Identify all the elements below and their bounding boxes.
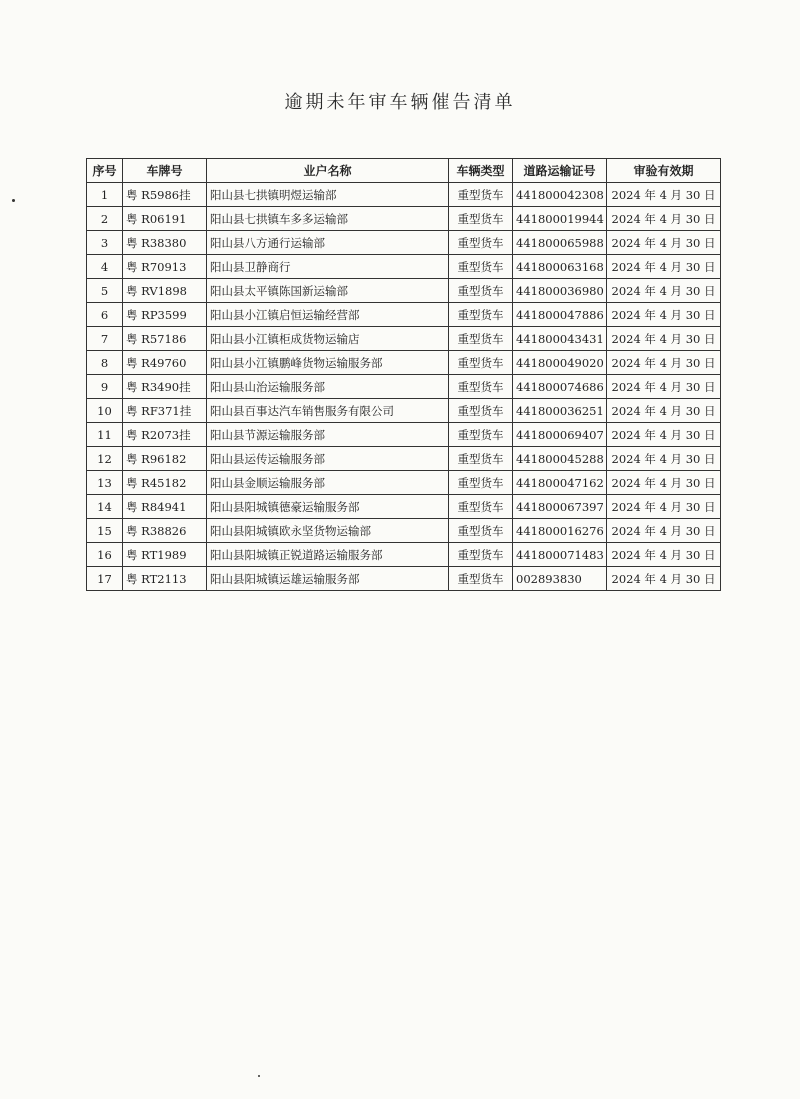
header-vehicle-type: 车辆类型 <box>449 159 513 183</box>
cell-index: 15 <box>87 519 123 543</box>
table-row <box>87 327 721 351</box>
cell-plate: 粤 R3490挂 <box>123 375 207 399</box>
cell-permit-number: 441800047886 <box>513 303 607 327</box>
cell-plate: 粤 R06191 <box>123 207 207 231</box>
cell-expiry: 2024 年 4 月 30 日 <box>607 375 721 399</box>
overdue-vehicle-table <box>86 158 721 591</box>
table-row <box>87 567 721 591</box>
cell-permit-number: 441800049020 <box>513 351 607 375</box>
cell-plate: 粤 RT1989 <box>123 543 207 567</box>
cell-owner: 阳山县节源运输服务部 <box>207 423 449 447</box>
cell-index: 4 <box>87 255 123 279</box>
cell-plate: 粤 RP3599 <box>123 303 207 327</box>
cell-permit-number: 441800074686 <box>513 375 607 399</box>
cell-index: 12 <box>87 447 123 471</box>
cell-index: 16 <box>87 543 123 567</box>
table-row <box>87 231 721 255</box>
cell-permit-number: 441800071483 <box>513 543 607 567</box>
header-plate: 车牌号 <box>123 159 207 183</box>
cell-index: 5 <box>87 279 123 303</box>
table-row <box>87 447 721 471</box>
cell-permit-number: 441800036251 <box>513 399 607 423</box>
cell-plate: 粤 R96182 <box>123 447 207 471</box>
cell-vehicle-type: 重型货车 <box>449 471 513 495</box>
cell-plate: 粤 R45182 <box>123 471 207 495</box>
cell-owner: 阳山县七拱镇车多多运输部 <box>207 207 449 231</box>
header-expiry: 审验有效期 <box>607 159 721 183</box>
cell-vehicle-type: 重型货车 <box>449 303 513 327</box>
cell-owner: 阳山县小江镇启恒运输经营部 <box>207 303 449 327</box>
cell-expiry: 2024 年 4 月 30 日 <box>607 471 721 495</box>
table-row <box>87 303 721 327</box>
cell-index: 6 <box>87 303 123 327</box>
cell-permit-number: 441800065988 <box>513 231 607 255</box>
cell-owner: 阳山县运传运输服务部 <box>207 447 449 471</box>
cell-owner: 阳山县百事达汽车销售服务有限公司 <box>207 399 449 423</box>
cell-expiry: 2024 年 4 月 30 日 <box>607 303 721 327</box>
cell-index: 1 <box>87 183 123 207</box>
cell-owner: 阳山县阳城镇德豪运输服务部 <box>207 495 449 519</box>
scan-speck <box>258 1075 260 1077</box>
table-row <box>87 183 721 207</box>
cell-vehicle-type: 重型货车 <box>449 375 513 399</box>
cell-expiry: 2024 年 4 月 30 日 <box>607 279 721 303</box>
cell-expiry: 2024 年 4 月 30 日 <box>607 495 721 519</box>
cell-vehicle-type: 重型货车 <box>449 255 513 279</box>
cell-permit-number: 441800042308 <box>513 183 607 207</box>
scan-speck <box>12 199 15 202</box>
table-row <box>87 543 721 567</box>
cell-permit-number: 441800047162 <box>513 471 607 495</box>
cell-vehicle-type: 重型货车 <box>449 423 513 447</box>
cell-index: 7 <box>87 327 123 351</box>
cell-plate: 粤 R2073挂 <box>123 423 207 447</box>
cell-expiry: 2024 年 4 月 30 日 <box>607 543 721 567</box>
cell-expiry: 2024 年 4 月 30 日 <box>607 231 721 255</box>
table-row <box>87 495 721 519</box>
cell-permit-number: 002893830 <box>513 567 607 591</box>
cell-owner: 阳山县阳城镇欧永坚货物运输部 <box>207 519 449 543</box>
cell-permit-number: 441800016276 <box>513 519 607 543</box>
cell-vehicle-type: 重型货车 <box>449 351 513 375</box>
cell-index: 10 <box>87 399 123 423</box>
cell-expiry: 2024 年 4 月 30 日 <box>607 447 721 471</box>
cell-expiry: 2024 年 4 月 30 日 <box>607 567 721 591</box>
table-row <box>87 351 721 375</box>
cell-expiry: 2024 年 4 月 30 日 <box>607 423 721 447</box>
cell-expiry: 2024 年 4 月 30 日 <box>607 207 721 231</box>
table-row <box>87 423 721 447</box>
cell-expiry: 2024 年 4 月 30 日 <box>607 519 721 543</box>
cell-expiry: 2024 年 4 月 30 日 <box>607 399 721 423</box>
cell-plate: 粤 R49760 <box>123 351 207 375</box>
table-row <box>87 375 721 399</box>
cell-vehicle-type: 重型货车 <box>449 567 513 591</box>
page-title: 逾期未年审车辆催告清单 <box>284 92 516 113</box>
cell-vehicle-type: 重型货车 <box>449 231 513 255</box>
cell-index: 14 <box>87 495 123 519</box>
cell-expiry: 2024 年 4 月 30 日 <box>607 351 721 375</box>
cell-vehicle-type: 重型货车 <box>449 543 513 567</box>
table-row <box>87 399 721 423</box>
cell-index: 8 <box>87 351 123 375</box>
cell-index: 3 <box>87 231 123 255</box>
cell-vehicle-type: 重型货车 <box>449 495 513 519</box>
cell-permit-number: 441800063168 <box>513 255 607 279</box>
cell-index: 2 <box>87 207 123 231</box>
cell-plate: 粤 R57186 <box>123 327 207 351</box>
table-row <box>87 255 721 279</box>
cell-vehicle-type: 重型货车 <box>449 207 513 231</box>
cell-owner: 阳山县小江镇柜成货物运输店 <box>207 327 449 351</box>
cell-owner: 阳山县金顺运输服务部 <box>207 471 449 495</box>
cell-vehicle-type: 重型货车 <box>449 519 513 543</box>
cell-vehicle-type: 重型货车 <box>449 447 513 471</box>
cell-permit-number: 441800036980 <box>513 279 607 303</box>
table-row <box>87 471 721 495</box>
header-index: 序号 <box>87 159 123 183</box>
cell-permit-number: 441800069407 <box>513 423 607 447</box>
cell-owner: 阳山县阳城镇正锐道路运输服务部 <box>207 543 449 567</box>
cell-plate: 粤 R70913 <box>123 255 207 279</box>
cell-permit-number: 441800019944 <box>513 207 607 231</box>
cell-vehicle-type: 重型货车 <box>449 399 513 423</box>
header-owner: 业户名称 <box>207 159 449 183</box>
cell-plate: 粤 RT2113 <box>123 567 207 591</box>
cell-owner: 阳山县八方通行运输部 <box>207 231 449 255</box>
cell-owner: 阳山县卫静商行 <box>207 255 449 279</box>
cell-index: 11 <box>87 423 123 447</box>
cell-index: 9 <box>87 375 123 399</box>
cell-plate: 粤 RF371挂 <box>123 399 207 423</box>
cell-owner: 阳山县阳城镇运雄运输服务部 <box>207 567 449 591</box>
cell-expiry: 2024 年 4 月 30 日 <box>607 255 721 279</box>
cell-expiry: 2024 年 4 月 30 日 <box>607 327 721 351</box>
header-permit-number: 道路运输证号 <box>513 159 607 183</box>
cell-index: 17 <box>87 567 123 591</box>
cell-plate: 粤 R84941 <box>123 495 207 519</box>
table-row <box>87 207 721 231</box>
table-body <box>87 183 721 591</box>
cell-vehicle-type: 重型货车 <box>449 327 513 351</box>
table-header-row <box>87 159 721 183</box>
table-row <box>87 279 721 303</box>
cell-expiry: 2024 年 4 月 30 日 <box>607 183 721 207</box>
cell-owner: 阳山县太平镇陈国新运输部 <box>207 279 449 303</box>
cell-permit-number: 441800043431 <box>513 327 607 351</box>
cell-plate: 粤 R38826 <box>123 519 207 543</box>
cell-owner: 阳山县小江镇鹏峰货物运输服务部 <box>207 351 449 375</box>
cell-vehicle-type: 重型货车 <box>449 279 513 303</box>
cell-permit-number: 441800067397 <box>513 495 607 519</box>
cell-index: 13 <box>87 471 123 495</box>
table-row <box>87 519 721 543</box>
cell-owner: 阳山县山治运输服务部 <box>207 375 449 399</box>
cell-permit-number: 441800045288 <box>513 447 607 471</box>
cell-plate: 粤 R38380 <box>123 231 207 255</box>
cell-owner: 阳山县七拱镇明煜运输部 <box>207 183 449 207</box>
cell-plate: 粤 RV1898 <box>123 279 207 303</box>
cell-vehicle-type: 重型货车 <box>449 183 513 207</box>
cell-plate: 粤 R5986挂 <box>123 183 207 207</box>
